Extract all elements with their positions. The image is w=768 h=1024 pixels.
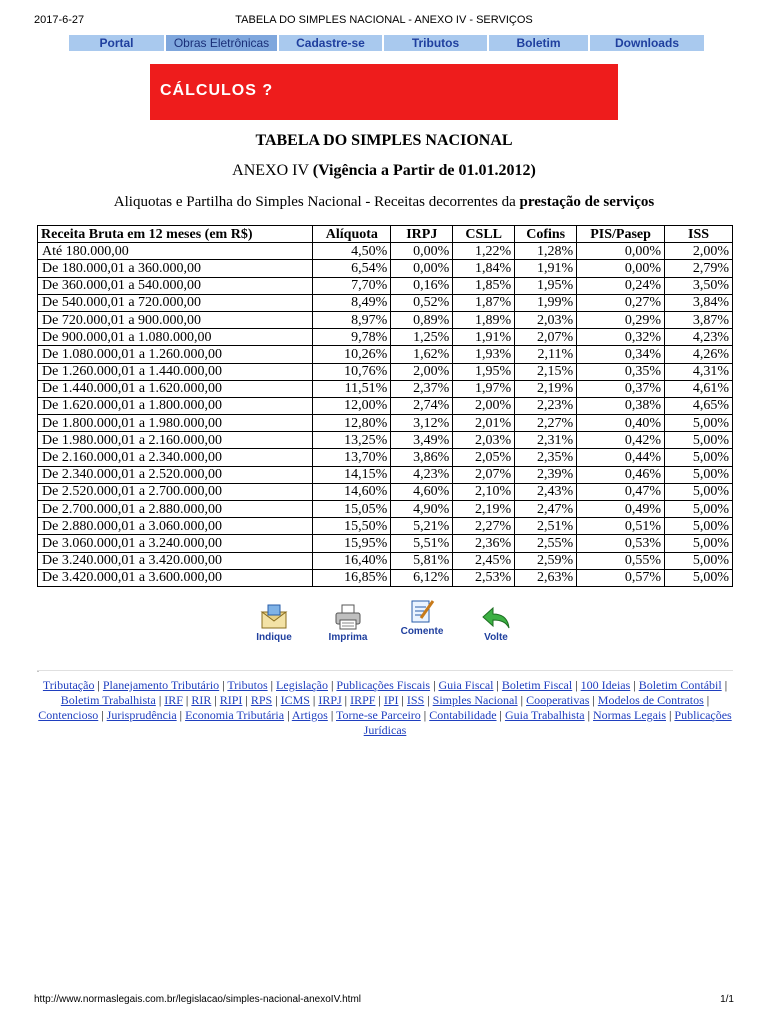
table-cell: 5,00% [665, 483, 733, 500]
table-row [38, 329, 733, 346]
table-cell: De 3.420.000,01 a 3.600.000,00 [38, 569, 313, 586]
table-cell: 3,50% [665, 277, 733, 294]
table-cell: 2,74% [391, 397, 453, 414]
col-header-iss: ISS [665, 226, 733, 243]
table-row [38, 277, 733, 294]
table-cell: 2,37% [391, 380, 453, 397]
annex-validity: (Vigência a Partir de 01.01.2012) [312, 162, 536, 179]
table-cell: 5,00% [665, 569, 733, 586]
table-cell: 0,57% [577, 569, 665, 586]
table-cell: De 720.000,01 a 900.000,00 [38, 311, 313, 328]
table-cell: 0,00% [391, 243, 453, 260]
table-cell: 2,39% [515, 466, 577, 483]
table-cell: 2,00% [391, 363, 453, 380]
table-cell: 0,34% [577, 346, 665, 363]
printer-icon [334, 604, 362, 630]
table-cell: 2,51% [515, 518, 577, 535]
table-cell: 3,87% [665, 311, 733, 328]
table-cell: 4,23% [391, 466, 453, 483]
table-cell: 15,05% [313, 501, 391, 518]
table-cell: De 3.240.000,01 a 3.420.000,00 [38, 552, 313, 569]
table-cell: 5,00% [665, 466, 733, 483]
table-cell: 3,84% [665, 294, 733, 311]
table-cell: 3,12% [391, 415, 453, 432]
table-cell: 13,25% [313, 432, 391, 449]
footer-link[interactable]: Tributação [42, 678, 95, 692]
table-cell: 16,85% [313, 569, 391, 586]
separator-dot: . [37, 665, 39, 674]
table-cell: 2,05% [453, 449, 515, 466]
table-row [38, 535, 733, 552]
volte-label: Volte [484, 632, 508, 643]
footer-link[interactable]: Publicações Fiscais [336, 678, 431, 692]
table-cell: 1,25% [391, 329, 453, 346]
notepad-icon [409, 598, 435, 624]
table-cell: 2,07% [515, 329, 577, 346]
footer-link[interactable]: IRPJ [318, 693, 342, 707]
footer-link[interactable]: Boletim Trabalhista [60, 693, 156, 707]
footer-link[interactable]: Guia Trabalhista [504, 708, 585, 722]
table-row [38, 294, 733, 311]
print-url: http://www.normaslegais.com.br/legislacao/simples-nacional-anexoIV.html [34, 994, 362, 1005]
nav-boletim[interactable]: Boletim [489, 35, 590, 51]
table-cell: 0,44% [577, 449, 665, 466]
table-body [38, 243, 733, 587]
footer-link[interactable]: Cooperativas [526, 693, 590, 707]
table-cell: 2,59% [515, 552, 577, 569]
col-header-pis-pasep: PIS/Pasep [577, 226, 665, 243]
footer-link[interactable]: IRF [164, 693, 183, 707]
table-cell: 1,87% [453, 294, 515, 311]
table-row [38, 501, 733, 518]
table-cell: De 2.520.000,01 a 2.700.000,00 [38, 483, 313, 500]
table-cell: 0,00% [577, 243, 665, 260]
table-cell: 0,29% [577, 311, 665, 328]
table-cell: 2,19% [515, 380, 577, 397]
footer-link[interactable]: ISS [406, 693, 425, 707]
footer-link[interactable]: Boletim Contábil [638, 678, 722, 692]
table-cell: De 1.260.000,01 a 1.440.000,00 [38, 363, 313, 380]
table-cell: 2,15% [515, 363, 577, 380]
table-cell: 2,23% [515, 397, 577, 414]
back-arrow-icon [481, 606, 511, 630]
action-icons [0, 598, 768, 648]
nav-downloads[interactable]: Downloads [614, 36, 679, 50]
nav-tributos[interactable]: Tributos [384, 35, 489, 51]
table-cell: 4,50% [313, 243, 391, 260]
table-cell: 1,95% [515, 277, 577, 294]
table-cell: 8,97% [313, 311, 391, 328]
comente-button[interactable] [396, 598, 448, 637]
table-cell: 2,27% [453, 518, 515, 535]
page-title: TABELA DO SIMPLES NACIONAL [255, 132, 513, 149]
table-cell: 0,00% [391, 260, 453, 277]
table-cell: 1,97% [453, 380, 515, 397]
table-row [38, 311, 733, 328]
table-cell: De 540.000,01 a 720.000,00 [38, 294, 313, 311]
envelope-icon [260, 604, 288, 630]
table-row [38, 415, 733, 432]
table-row [38, 243, 733, 260]
table-cell: 0,16% [391, 277, 453, 294]
table-cell: 9,78% [313, 329, 391, 346]
table-cell: 0,35% [577, 363, 665, 380]
table-cell: De 2.340.000,01 a 2.520.000,00 [38, 466, 313, 483]
table-cell: 2,36% [453, 535, 515, 552]
table-cell: 0,24% [577, 277, 665, 294]
imprima-button[interactable] [322, 604, 374, 643]
table-row [38, 483, 733, 500]
table-cell: 5,00% [665, 535, 733, 552]
table-cell: 2,03% [515, 311, 577, 328]
indique-button[interactable] [250, 604, 298, 643]
table-row [38, 449, 733, 466]
print-date: 2017-6-27 [34, 14, 85, 26]
table-cell: 5,00% [665, 449, 733, 466]
table-cell: 15,95% [313, 535, 391, 552]
table-cell: 0,46% [577, 466, 665, 483]
footer-link[interactable]: IPI [383, 693, 399, 707]
table-cell: De 1.080.000,01 a 1.260.000,00 [38, 346, 313, 363]
table-cell: De 900.000,01 a 1.080.000,00 [38, 329, 313, 346]
table-cell: 0,89% [391, 311, 453, 328]
table-cell: 1,91% [453, 329, 515, 346]
table-row [38, 397, 733, 414]
table-row [38, 260, 733, 277]
table-cell: 1,95% [453, 363, 515, 380]
table-cell: 15,50% [313, 518, 391, 535]
table-cell: 4,60% [391, 483, 453, 500]
separator-line [37, 670, 733, 671]
table-cell: 1,22% [453, 243, 515, 260]
table-cell: 3,49% [391, 432, 453, 449]
table-cell: 2,79% [665, 260, 733, 277]
footer-link[interactable]: Artigos [291, 708, 328, 722]
table-row [38, 363, 733, 380]
table-cell: 2,07% [453, 466, 515, 483]
table-cell: 2,00% [665, 243, 733, 260]
table-cell: 5,00% [665, 501, 733, 518]
nav-portal[interactable]: Portal [69, 35, 166, 51]
subtitle-text: Aliquotas e Partilha do Simples Nacional - Receitas decorrentes da [113, 194, 516, 210]
table-cell: 1,28% [515, 243, 577, 260]
footer-link[interactable]: Boletim Fiscal [501, 678, 573, 692]
table-cell: 0,47% [577, 483, 665, 500]
table-cell: 1,91% [515, 260, 577, 277]
table-cell: 2,43% [515, 483, 577, 500]
table-cell: 11,51% [313, 380, 391, 397]
footer-link[interactable]: Contencioso [38, 708, 99, 722]
footer-link[interactable]: Torne-se Parceiro [336, 708, 421, 722]
table-cell: 2,47% [515, 501, 577, 518]
table-cell: 5,00% [665, 518, 733, 535]
table-cell: De 2.160.000,01 a 2.340.000,00 [38, 449, 313, 466]
table-row [38, 346, 733, 363]
table-cell: 2,11% [515, 346, 577, 363]
table-cell: 5,00% [665, 552, 733, 569]
footer-link[interactable]: RIPI [219, 693, 243, 707]
col-header-irpj: IRPJ [391, 226, 453, 243]
footer-link[interactable]: Guia Fiscal [438, 678, 494, 692]
col-header-receita: Receita Bruta em 12 meses (em R$) [38, 226, 313, 243]
print-page-number: 1/1 [720, 994, 734, 1005]
footer-link[interactable]: ICMS [280, 693, 310, 707]
table-header-row [38, 226, 733, 243]
col-header-csll: CSLL [453, 226, 515, 243]
nav-obras-eletronicas[interactable]: Obras Eletrônicas [166, 35, 279, 51]
footer-link[interactable]: Modelos de Contratos [597, 693, 704, 707]
table-cell: 5,81% [391, 552, 453, 569]
simples-nacional-table [37, 225, 733, 587]
footer-link[interactable]: Normas Legais [593, 708, 666, 722]
indique-label: Indique [256, 632, 292, 643]
table-cell: 0,52% [391, 294, 453, 311]
table-cell: De 1.800.000,01 a 1.980.000,00 [38, 415, 313, 432]
table-cell: 5,00% [665, 415, 733, 432]
banner-text: CÁLCULOS ? [160, 82, 274, 99]
footer-link[interactable]: Planejamento Tributário [102, 678, 220, 692]
volte-button[interactable] [472, 606, 520, 643]
table-cell: De 2.880.000,01 a 3.060.000,00 [38, 518, 313, 535]
table-cell: 2,19% [453, 501, 515, 518]
table-cell: 0,49% [577, 501, 665, 518]
table-cell: De 2.700.000,01 a 2.880.000,00 [38, 501, 313, 518]
table-row [38, 552, 733, 569]
table-cell: 7,70% [313, 277, 391, 294]
table-cell: De 180.000,01 a 360.000,00 [38, 260, 313, 277]
table-cell: 2,53% [453, 569, 515, 586]
table-cell: 2,01% [453, 415, 515, 432]
footer-link[interactable]: Publicações Jurídicas [363, 708, 732, 737]
annex-label: ANEXO IV [232, 162, 309, 179]
table-cell: De 3.060.000,01 a 3.240.000,00 [38, 535, 313, 552]
table-cell: 5,21% [391, 518, 453, 535]
table-cell: 0,40% [577, 415, 665, 432]
footer-link[interactable]: RPS [250, 693, 273, 707]
table-cell: 0,27% [577, 294, 665, 311]
table-cell: 5,00% [665, 432, 733, 449]
table-cell: De 360.000,01 a 540.000,00 [38, 277, 313, 294]
table-row [38, 432, 733, 449]
table-cell: 10,26% [313, 346, 391, 363]
table-cell: 2,31% [515, 432, 577, 449]
table-cell: 14,60% [313, 483, 391, 500]
footer-link[interactable]: 100 Ideias [580, 678, 631, 692]
table-cell: De 1.980.000,01 a 2.160.000,00 [38, 432, 313, 449]
table-cell: De 1.440.000,01 a 1.620.000,00 [38, 380, 313, 397]
table-cell: 2,00% [453, 397, 515, 414]
table-cell: 1,84% [453, 260, 515, 277]
top-navbar [69, 35, 704, 51]
subtitle-bold-text: prestação de serviços [519, 194, 655, 210]
col-header-aliquota: Alíquota [313, 226, 391, 243]
table-cell: 2,55% [515, 535, 577, 552]
table-cell: 1,93% [453, 346, 515, 363]
table-row [38, 466, 733, 483]
table-row [38, 380, 733, 397]
table-cell: 0,37% [577, 380, 665, 397]
table-cell: 2,10% [453, 483, 515, 500]
table-cell: 0,42% [577, 432, 665, 449]
table-cell: 6,54% [313, 260, 391, 277]
nav-cadastre-se[interactable]: Cadastre-se [279, 35, 384, 51]
table-cell: 4,61% [665, 380, 733, 397]
footer-link[interactable]: Legislação [276, 678, 329, 692]
table-cell: 1,85% [453, 277, 515, 294]
table-cell: 8,49% [313, 294, 391, 311]
table-cell: 0,53% [577, 535, 665, 552]
footer-link[interactable]: Jurisprudência [106, 708, 177, 722]
table-cell: 1,62% [391, 346, 453, 363]
table-cell: 2,03% [453, 432, 515, 449]
footer-link[interactable]: RIR [191, 693, 212, 707]
table-cell: 1,89% [453, 311, 515, 328]
table-cell: 10,76% [313, 363, 391, 380]
table-cell: De 1.620.000,01 a 1.800.000,00 [38, 397, 313, 414]
footer-link[interactable]: Contabilidade [429, 708, 497, 722]
table-cell: 2,45% [453, 552, 515, 569]
table-cell: 0,51% [577, 518, 665, 535]
table-cell: 4,90% [391, 501, 453, 518]
calculos-banner[interactable] [150, 64, 618, 120]
table-cell: 2,35% [515, 449, 577, 466]
table-cell: 12,00% [313, 397, 391, 414]
print-header [0, 14, 768, 30]
annex-heading [0, 162, 768, 180]
col-header-cofins: Cofins [515, 226, 577, 243]
imprima-label: Imprima [328, 632, 368, 643]
table-cell: 16,40% [313, 552, 391, 569]
table-cell: 0,32% [577, 329, 665, 346]
table-cell: 12,80% [313, 415, 391, 432]
footer-link[interactable]: Tributos [227, 678, 268, 692]
table-cell: 4,65% [665, 397, 733, 414]
table-cell: 3,86% [391, 449, 453, 466]
footer-link[interactable]: Simples Nacional [432, 693, 518, 707]
table-cell: 1,99% [515, 294, 577, 311]
table-cell: 4,31% [665, 363, 733, 380]
table-row [38, 518, 733, 535]
table-subtitle [0, 194, 768, 211]
table-cell: 2,63% [515, 569, 577, 586]
table-cell: 4,26% [665, 346, 733, 363]
table-cell: Até 180.000,00 [38, 243, 313, 260]
footer-links: Tributação | Planejamento Tributário | Tributos | Legislação | Publicações Fiscais | Guia Fiscal | Boletim Fiscal | 100 Ideias | Boletim Contábil | Boletim Trabalhista | IRF | RIR | RIPI | RPS | ICMS | IRPJ | IRPF | IPI | ISS | Simples Nacional | Cooperativas | Modelos de Contratos | Contencioso | Jurisprudência | Economia Tributária | Artigos | Torne-se Parceiro | Contabilidade | Guia Trabalhista | Normas Legais | Publicações Jurídicas [38, 678, 732, 737]
footer-link[interactable]: Economia Tributária [185, 708, 285, 722]
table-cell: 0,00% [577, 260, 665, 277]
table-row [38, 569, 733, 586]
table-cell: 2,27% [515, 415, 577, 432]
table-cell: 0,55% [577, 552, 665, 569]
table-cell: 13,70% [313, 449, 391, 466]
table-cell: 5,51% [391, 535, 453, 552]
table-cell: 4,23% [665, 329, 733, 346]
comente-label: Comente [400, 626, 444, 637]
print-page-title: TABELA DO SIMPLES NACIONAL - ANEXO IV - SERVIÇOS [235, 14, 533, 26]
table-cell: 6,12% [391, 569, 453, 586]
table-cell: 14,15% [313, 466, 391, 483]
footer-link[interactable]: IRPF [350, 693, 376, 707]
table-cell: 0,38% [577, 397, 665, 414]
